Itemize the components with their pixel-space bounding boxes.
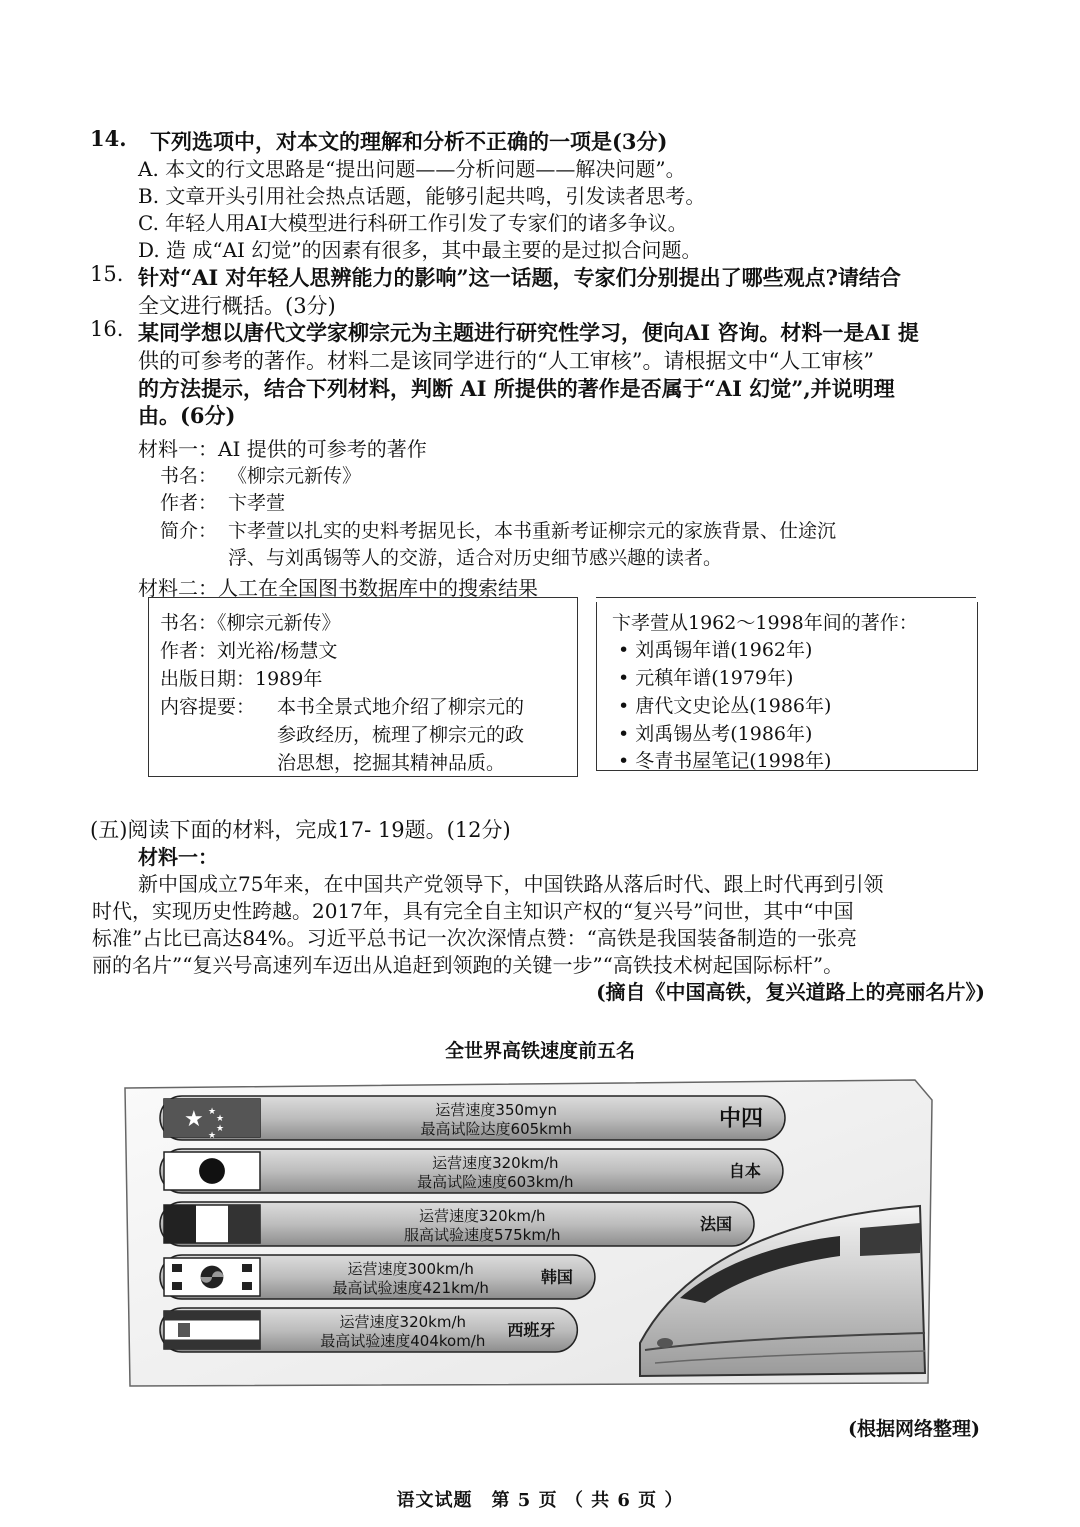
q14-option-a: A. 本文的行文思路是“提出问题——分析问题——解决问题”。 — [138, 157, 686, 181]
q16-line1: 某同学想以唐代文学家柳宗元为主题进行研究性学习，便向AI 咨询。材料一是AI 提 — [138, 320, 919, 345]
material2-heading: 材料二：人工在全国图书数据库中的搜索结果 — [138, 576, 538, 600]
works-heading: 卞孝萱从1962～1998年间的著作： — [612, 612, 918, 634]
section5-para-line3: 标准”占比已高达84%。习近平总书记一次次深情点赞：“高铁是我国装备制造的一张亮 — [92, 926, 857, 950]
bar-operating-speed-label: 运营速度300km/h — [347, 1260, 474, 1278]
material1-heading: 材料一：AI 提供的可参考的著作 — [138, 437, 427, 461]
result-summary-line1: 本书全景式地介绍了柳宗元的 — [277, 696, 525, 718]
bar-operating-speed-label: 运营速度320km/h — [419, 1207, 546, 1225]
works-item: • 元稹年谱(1979年) — [618, 667, 794, 689]
result-summary-line3: 治思想，挖掘其精神品质。 — [277, 752, 506, 774]
chart-source: (根据网络整理) — [848, 1418, 980, 1440]
japan-flag-disc — [199, 1158, 225, 1184]
spain-flag-bottom-band — [164, 1340, 260, 1350]
bar-country-label: 中四 — [718, 1106, 763, 1132]
material1-book: 《柳宗元新传》 — [228, 465, 362, 487]
bar-operating-speed-label: 运营速度320km/h — [432, 1154, 559, 1172]
china-flag-small-star: ★ — [216, 1124, 225, 1134]
section5-para-line4: 丽的名片”“复兴号高速列车迈出从追赶到领跑的关键一步”“高铁技术树起国际标杆”。 — [92, 953, 844, 977]
chart-title: 全世界高铁速度前五名 — [444, 1040, 635, 1062]
material1-intro-line2: 浮、与刘禹锡等人的交游，适合对历史细节感兴趣的读者。 — [228, 547, 723, 569]
section5-para-line2: 时代，实现历史性跨越。2017年，具有完全自主知识产权的“复兴号”问世，其中“中国 — [92, 899, 854, 923]
works-item: • 唐代文史论丛(1986年) — [618, 695, 832, 717]
q16-line4: 由。(6分) — [138, 403, 236, 428]
korea-flag-trigram — [242, 1264, 252, 1272]
bar-max-speed-label: 最高试验速度404kom/h — [320, 1332, 486, 1350]
spain-flag-emblem — [178, 1323, 190, 1337]
section5-heading: (五)阅读下面的材料，完成17- 19题。(12分) — [90, 818, 511, 842]
works-item: • 冬青书屋笔记(1998年) — [618, 750, 832, 772]
q16-line3: 的方法提示，结合下列材料，判断 AI 所提供的著作是否属于“AI 幻觉”,并说明理 — [138, 376, 895, 401]
q16-line2: 供的可参考的著作。材料二是该同学进行的“人工审核”。请根据文中“人工审核” — [138, 349, 874, 373]
page-footer: 语文试题 第 5 页 （ 共 6 页 ） — [396, 1490, 684, 1511]
section5-para-line1: 新中国成立75年来，在中国共产党领导下，中国铁路从落后时代、跟上时代再到引领 — [138, 872, 884, 896]
bar-country-label: 韩国 — [540, 1267, 573, 1287]
bar-max-speed-label: 服高试验速度575km/h — [404, 1226, 561, 1244]
bar-country-label: 法国 — [699, 1214, 733, 1234]
korea-flag-trigram — [172, 1282, 182, 1290]
bar-max-speed-label: 最高试险速度603km/h — [417, 1173, 574, 1191]
france-flag-left-stripe — [164, 1205, 196, 1243]
section5-source: (摘自《中国高铁，复兴道路上的亮丽名片》) — [596, 980, 985, 1004]
result-book: 书名：《柳宗元新传》 — [160, 612, 341, 634]
bar-country-label: 自本 — [728, 1161, 761, 1181]
bar-max-speed-label: 最高试险达度605kmh — [420, 1120, 572, 1138]
spain-flag-top-band — [164, 1311, 260, 1321]
bar-operating-speed-label: 运营速度320km/h — [339, 1313, 467, 1331]
china-flag-small-star: ★ — [216, 1114, 225, 1124]
china-flag-small-star: ★ — [208, 1131, 217, 1141]
q14-stem: 下列选项中，对本文的理解和分析不正确的一项是(3分) — [150, 129, 668, 154]
section5-material-label: 材料一： — [138, 845, 218, 869]
result-summary-line2: 参政经历，梳理了柳宗元的政 — [277, 724, 525, 746]
material1-author: 卞孝萱 — [228, 492, 286, 514]
q14-option-b: B. 文章开头引用社会热点话题，能够引起共鸣，引发读者思考。 — [138, 184, 706, 208]
material1-intro-line1: 卞孝萱以扎实的史料考据见长，本书重新考证柳宗元的家族背景、仕途沉 — [228, 520, 837, 542]
q14-option-d: D. 造 成“AI 幻觉”的因素有很多，其中最主要的是过拟合问题。 — [138, 238, 702, 262]
q15-line1: 针对“AI 对年轻人思辨能力的影响”这一话题，专家们分别提出了哪些观点?请结合 — [138, 265, 901, 290]
china-flag-small-star: ★ — [208, 1107, 217, 1117]
bar-country-label: 西班牙 — [507, 1320, 556, 1340]
q15-line2: 全文进行概括。(3分) — [138, 294, 336, 318]
result-date: 出版日期：1989年 — [160, 668, 323, 690]
material1-intro-label: 简介： — [160, 520, 218, 542]
q14-number: 14. — [90, 126, 127, 151]
result-author: 作者：刘光裕/杨慧文 — [160, 640, 338, 662]
material1-author-label: 作者： — [160, 492, 218, 514]
france-flag-right-stripe — [228, 1205, 260, 1243]
korea-flag-trigram — [242, 1282, 252, 1290]
speed-chart — [120, 1078, 940, 1388]
material1-book-label: 书名： — [160, 465, 218, 487]
result-summary-label: 内容提要： — [160, 696, 256, 718]
korea-flag-trigram — [172, 1264, 182, 1272]
works-item: • 刘禹锡丛考(1986年) — [618, 723, 813, 745]
q14-option-c: C. 年轻人用AI大模型进行科研工作引发了专家们的诸多争议。 — [138, 211, 688, 235]
q16-number: 16. — [90, 317, 124, 341]
material2-rule — [596, 597, 976, 598]
bar-operating-speed-label: 运营速度350myn — [435, 1101, 558, 1119]
q15-number: 15. — [90, 262, 124, 286]
works-item: • 刘禹锡年谱(1962年) — [618, 639, 813, 661]
china-flag-big-star: ★ — [184, 1107, 204, 1132]
bar-max-speed-label: 最高试验速度421km/h — [332, 1279, 489, 1297]
